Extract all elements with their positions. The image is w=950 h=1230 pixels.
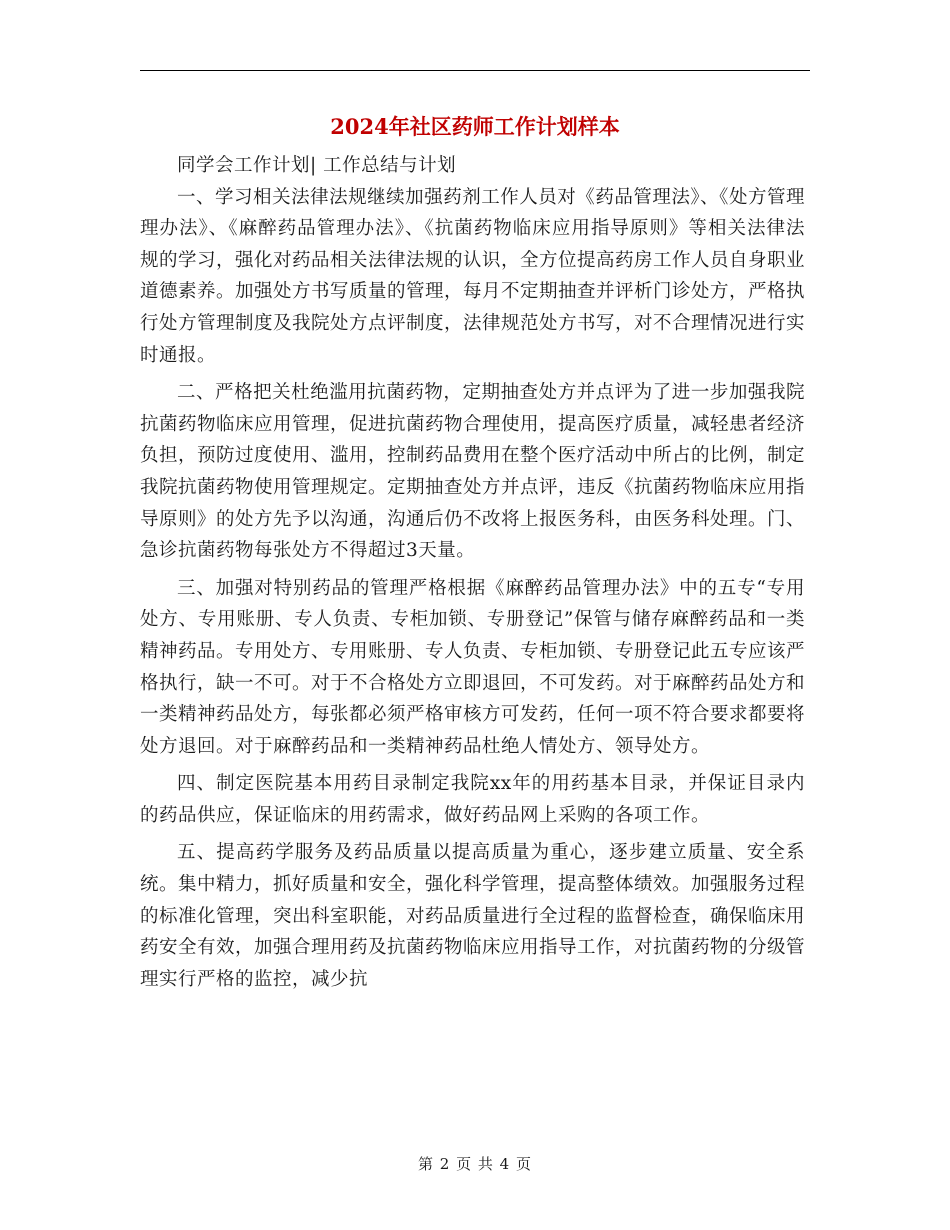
paragraph-1: 一、学习相关法律法规继续加强药剂工作人员对《药品管理法》、《处方管理理办法》、《麻醉药品管理办法》、《抗菌药物临床应用指导原则》等相关法律法规的学习，强化对药品相关法律法规的认识，全方位提高药房工作人员自身职业道德素养。加强处方书写质量的管理，每月不定期抽查并评析门诊处方，严格执行处方管理制度及我院处方点评制度，法律规范处方书写，对不合理情况进行实时通报。 (140, 186, 806, 366)
header-rule (140, 70, 810, 71)
paragraph-4: 四、制定医院基本用药目录制定我院xx年的用药基本目录，并保证目录内的药品供应，保证临床的用药需求，做好药品网上采购的各项工作。 (140, 773, 805, 826)
document-subtitle: 同学会工作计划| 工作总结与计划 (177, 155, 457, 176)
document-title: 2024年社区药师工作计划样本 (330, 114, 620, 139)
paragraph-5: 五、提高药学服务及药品质量以提高质量为重心，逐步建立质量、安全系统。集中精力，抓好质量和安全，强化科学管理，提高整体绩效。加强服务过程的标准化管理，突出科室职能，对药品质量进行全过程的监督检查，确保临床用药安全有效，加强合理用药及抗菌药物临床应用指导工作，对抗菌药物的分级管理实行严格的监控，减少抗 (140, 842, 806, 990)
paragraph-2: 二、严格把关杜绝滥用抗菌药物，定期抽查处方并点评为了进一步加强我院抗菌药物临床应用管理，促进抗菌药物合理使用，提高医疗质量，减轻患者经济负担，预防过度使用、滥用，控制药品费用在整个医疗活动中所占的比例，制定我院抗菌药物使用管理规定。定期抽查处方并点评，违反《抗菌药物临床应用指导原则》的处方先予以沟通，沟通后仍不改将上报医务科，由医务科处理。门、急诊抗菌药物每张处方不得超过3天量。 (140, 382, 806, 562)
page-footer: 第 2 页 共 4 页 (418, 1155, 532, 1173)
document-body (140, 150, 805, 1001)
paragraph-3: 三、加强对特别药品的管理严格根据《麻醉药品管理办法》中的五专“专用处方、专用账册、专人负责、专柜加锁、专册登记”保管与储存麻醉药品和一类精神药品。专用处方、专用账册、专人负责、专柜加锁、专册登记此五专应该严格执行，缺一不可。对于不合格处方立即退回，不可发药。对于麻醉药品处方和一类精神药品处方，每张都必须严格审核方可发药，任何一项不符合要求都要将处方退回。对于麻醉药品和一类精神药品杜绝人情处方、领导处方。 (140, 577, 806, 757)
